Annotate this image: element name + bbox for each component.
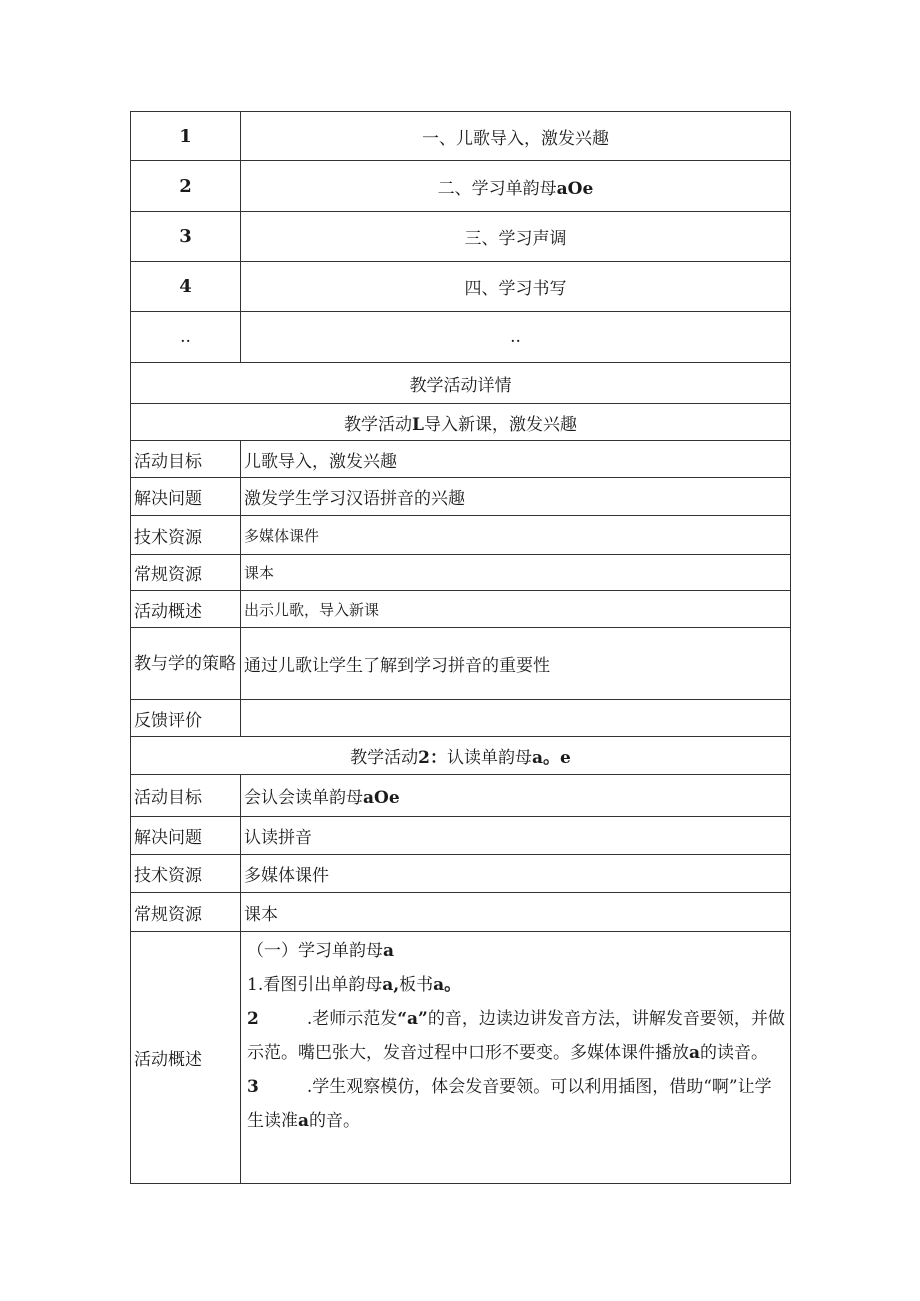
- activity1-row: [131, 591, 791, 628]
- row-label: 活动目标: [131, 441, 241, 478]
- activity1-title-suffix: 导入新课，激发兴趣: [423, 414, 577, 435]
- outline-num: 2: [131, 161, 241, 212]
- lesson-plan-table: [130, 111, 791, 1184]
- row-label: 活动目标: [131, 775, 241, 817]
- activity1-row: [131, 700, 791, 737]
- row-value: 多媒体课件: [241, 516, 791, 555]
- row-value: 认读拼音: [241, 817, 791, 855]
- outline-text: 三、学习声调: [241, 212, 791, 262]
- outline-text: 四、学习书写: [241, 262, 791, 312]
- step-num: 1.: [247, 975, 264, 995]
- row-value: 激发学生学习汉语拼音的兴趣: [241, 478, 791, 516]
- goal-prefix: 会认会读单韵母: [244, 788, 363, 808]
- outline-row: [131, 161, 791, 212]
- heading-prefix: （一）学习单韵母: [247, 941, 383, 961]
- activity1-title-prefix: 教学活动: [344, 414, 413, 435]
- outline-text: 一、儿歌导入，激发兴趣: [241, 112, 791, 161]
- step-text: 板书: [399, 975, 434, 995]
- overview-step-1: [247, 968, 786, 1002]
- activity2-row: [131, 855, 791, 893]
- step-bold: a。: [433, 975, 462, 995]
- overview-heading: [247, 934, 786, 968]
- details-title: 教学活动详情: [131, 363, 791, 404]
- activity2-row: [131, 775, 791, 817]
- activity1-row: [131, 478, 791, 516]
- outline-row: [131, 112, 791, 161]
- overview-step-2: [247, 1002, 786, 1070]
- row-label: 常规资源: [131, 555, 241, 591]
- step-text: 的音。: [309, 1111, 361, 1131]
- outline-row: [131, 212, 791, 262]
- row-value: 课本: [241, 893, 791, 932]
- outline-num: 3: [131, 212, 241, 262]
- activity1-title-row: [131, 404, 791, 441]
- overview-step-3: [247, 1070, 786, 1138]
- activity2-title: [131, 737, 791, 775]
- row-label: 教与学的策略: [131, 628, 241, 700]
- row-value: 出示儿歌，导入新课: [241, 591, 791, 628]
- outline-text-bold: aOe: [556, 178, 594, 199]
- step-bold: a: [689, 1043, 701, 1063]
- step-bold: a,: [382, 975, 400, 995]
- step-text: 看图引出单韵母: [263, 975, 383, 995]
- row-label: 解决问题: [131, 478, 241, 516]
- step-text: .学生观察模仿，体会发音要领。可以利用插图，借助“啊”让学生读准: [247, 1077, 772, 1131]
- activity2-title-row: [131, 737, 791, 775]
- outline-row: [131, 262, 791, 312]
- activity2-title-mid: 认读单韵母: [447, 748, 532, 768]
- row-value: 通过儿歌让学生了解到学习拼音的重要性: [241, 628, 791, 700]
- activity2-overview-row: [131, 932, 791, 1184]
- row-value: [241, 700, 791, 737]
- activity1-row: [131, 628, 791, 700]
- heading-bold: a: [383, 941, 395, 961]
- lesson-plan-document: [130, 111, 790, 1184]
- outline-num: 4: [131, 262, 241, 312]
- step-text: .老师示范发: [306, 1009, 398, 1029]
- activity1-row: [131, 441, 791, 478]
- step-bold: a: [298, 1111, 310, 1131]
- row-value: 课本: [241, 555, 791, 591]
- activity1-title: [131, 404, 791, 441]
- row-value: 儿歌导入，激发兴趣: [241, 441, 791, 478]
- row-value: [241, 775, 791, 817]
- outline-num: 1: [131, 112, 241, 161]
- step-bold: “a”: [397, 1009, 428, 1029]
- activity1-title-bold: L: [412, 414, 424, 435]
- outline-row: [131, 312, 791, 363]
- row-label: 反馈评价: [131, 700, 241, 737]
- activity2-row: [131, 893, 791, 932]
- row-label: 活动概述: [131, 932, 241, 1184]
- outline-text: ..: [241, 312, 791, 363]
- step-num: 3: [247, 1077, 259, 1097]
- activity1-row: [131, 516, 791, 555]
- activity2-title-bold: 2：: [418, 748, 447, 768]
- overview-content: [241, 932, 791, 1184]
- row-label: 技术资源: [131, 855, 241, 893]
- row-value: 多媒体课件: [241, 855, 791, 893]
- details-title-row: [131, 363, 791, 404]
- step-text: 的读音。: [700, 1043, 769, 1063]
- goal-bold: aOe: [363, 788, 400, 808]
- row-label: 常规资源: [131, 893, 241, 932]
- outline-num: ..: [131, 312, 241, 363]
- row-label: 活动概述: [131, 591, 241, 628]
- row-label: 解决问题: [131, 817, 241, 855]
- activity2-title-prefix: 教学活动: [350, 748, 419, 768]
- activity2-title-bold2: a。e: [532, 748, 571, 768]
- outline-text-prefix: 二、学习单韵母: [437, 178, 557, 199]
- step-text: 的音，边读边讲发音方法，讲解发音要领，并做示范。嘴巴张大，发音过程中口形不要变。多媒体课件播放: [247, 1009, 785, 1063]
- activity1-row: [131, 555, 791, 591]
- row-label: 技术资源: [131, 516, 241, 555]
- activity2-row: [131, 817, 791, 855]
- step-num: 2: [247, 1009, 259, 1029]
- outline-text: [241, 161, 791, 212]
